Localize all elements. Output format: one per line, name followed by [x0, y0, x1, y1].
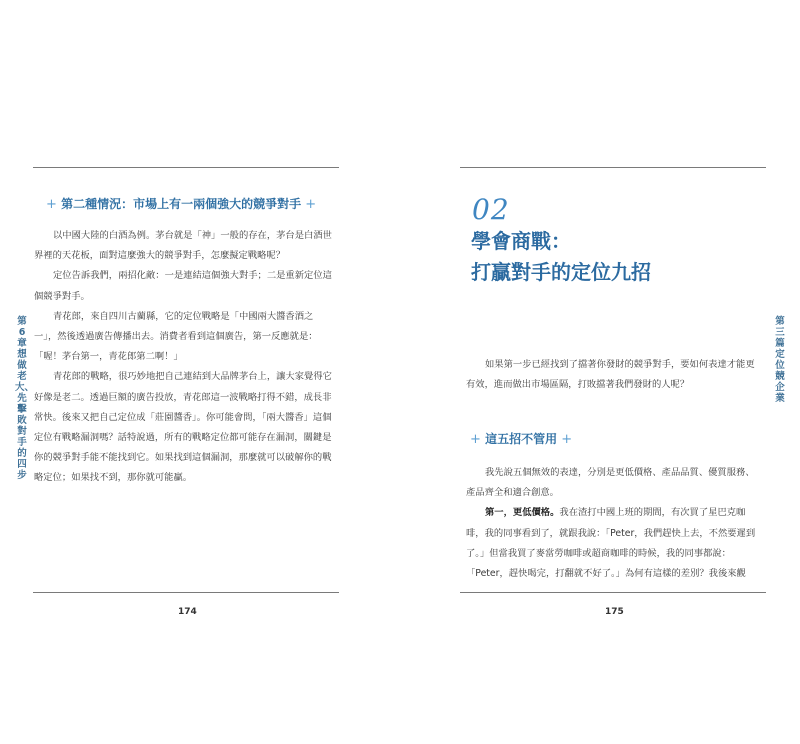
paragraph: 以中國大陸的白酒為例。茅台就是「神」一般的存在，茅台是白酒世界裡的天花板，面對這麼強大的競爭對手，怎麼擬定戰略呢？: [34, 230, 332, 262]
left-section-heading: [46, 195, 316, 212]
right-page: [400, 0, 800, 744]
plus-icon: +: [561, 432, 573, 447]
chapter-number: 02: [472, 193, 510, 226]
top-rule: [33, 167, 339, 168]
bottom-rule: [460, 592, 766, 593]
bottom-rule: [33, 592, 339, 593]
paragraph: 我先說五個無效的表達，分別是更低價格、產品品質、優質服務、產品齊全和適合創意。: [466, 467, 755, 499]
right-section-heading-text: 這五招不管用: [485, 432, 558, 446]
paragraph-rest: 我在渣打中國上班的期間，有次買了星巴克咖啡，我的同事看到了，就跟我說：「Peter，我們趕快上去，不然要遲到了。」但當我買了麥當勞咖啡或超商咖啡的時候，我的同事都說：「Peter，趕快喝完，打翻就不好了。」為何有這樣的差別？我後來觀: [466, 507, 756, 580]
page-number: 175: [605, 607, 624, 617]
left-body-text: [34, 226, 334, 489]
paragraph: 定位告訴我們，兩招化敵：一是連結這個強大對手；二是重新定位這個競爭對手。: [34, 270, 332, 302]
bold-term: 第一，更低價格。: [485, 507, 560, 519]
paragraph: 青花郎的戰略，很巧妙地把自己連結到大品牌茅台上，讓大家覺得它好像是老二。透過巨額的廣告投放，青花郎這一波戰略打得不錯，成長非常快。後來又把自己定位成「莊園醬香」。你可能會問，「兩大醬香」這個定位有戰略漏洞嗎？話特說過，所有的戰略定位都可能存在漏洞，關鍵是你的競爭對手能不能找到它。如果找到這個漏洞，那麼就可以破解你的戰略定位；如果找不到，那你就可能贏。: [34, 371, 332, 484]
chapter-title-line2: 打贏對手的定位九招: [471, 260, 651, 284]
paragraph: [466, 503, 762, 584]
paragraph: 青花郎，來自四川古藺縣，它的定位戰略是「中國兩大醬香酒之一」，然後透過廣告傳播出去。消費者看到這個廣告，第一反應就是：「喔！茅台第一，青花郎第二啊！」: [34, 310, 318, 363]
chapter-title-line1: 學會商戰：: [471, 229, 571, 253]
paragraph: 如果第一步已經找到了擋著你發財的競爭對手，要如何表達才能更有效，進而做出市場區隔，打敗擋著我們發財的人呢？: [466, 359, 755, 391]
intro-text: [466, 355, 762, 395]
page-number: 174: [178, 607, 197, 617]
plus-icon: +: [46, 197, 57, 212]
top-rule: [460, 167, 766, 168]
left-side-tab: 第6章 想做老大、先擊敗對手的四步: [15, 316, 35, 481]
plus-icon: +: [305, 197, 317, 212]
right-side-tab: 第三篇 定位競企業: [775, 316, 785, 404]
right-body-text: [466, 463, 762, 584]
left-section-heading-text: 第二種情況：市場上有一兩個強大的競爭對手: [61, 197, 302, 211]
right-section-heading: [470, 430, 572, 447]
plus-icon: +: [470, 432, 481, 447]
